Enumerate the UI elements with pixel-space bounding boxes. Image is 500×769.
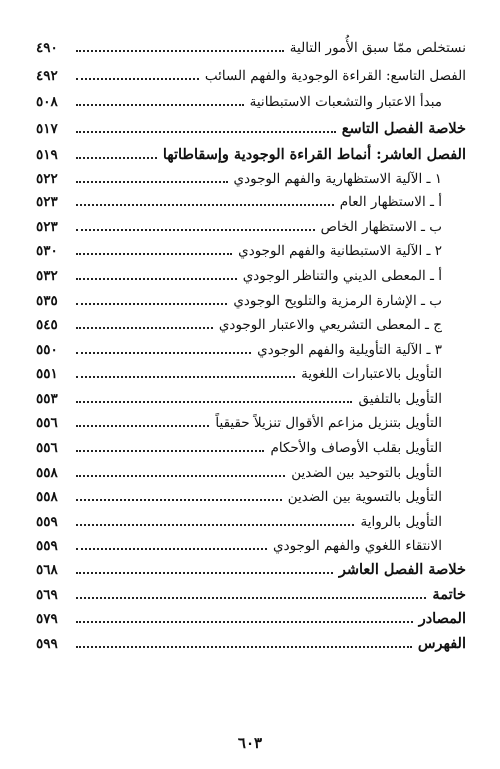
leader-dots bbox=[76, 78, 199, 80]
toc-entry-page: ٥٣٢ bbox=[36, 268, 58, 284]
toc-entry-page: ٥٤٥ bbox=[36, 317, 58, 333]
toc-entry-page: ٥٦٨ bbox=[36, 562, 58, 578]
leader-dots bbox=[76, 352, 251, 354]
leader-dots bbox=[76, 450, 264, 452]
toc-entry-page: ٥١٩ bbox=[36, 147, 58, 163]
leader-dots bbox=[76, 524, 354, 526]
toc-entry-title: خاتمة bbox=[432, 586, 466, 603]
toc-entry bbox=[0, 241, 500, 261]
toc-entry bbox=[0, 92, 500, 112]
toc-entry-title: ب ـ الإشارة الرمزية والتلويح الوجودي bbox=[233, 293, 442, 309]
leader-dots bbox=[76, 499, 282, 501]
toc-entry bbox=[0, 463, 500, 483]
toc-entry-title: ج ـ المعطى التشريعي والاعتبار الوجودي bbox=[218, 317, 442, 333]
toc-entry-page: ٥٩٩ bbox=[36, 636, 58, 652]
leader-dots bbox=[76, 204, 334, 206]
toc-entry bbox=[0, 364, 500, 384]
toc-entry-title: ٣ ـ الآلية التأويلية والفهم الوجودي bbox=[257, 342, 442, 358]
toc-entry-page: ٥٥٦ bbox=[36, 415, 58, 431]
toc-entry-page: ٥٦٩ bbox=[36, 587, 58, 603]
toc-entry bbox=[0, 634, 500, 654]
toc-entry bbox=[0, 487, 500, 507]
toc-entry-title: خلاصة الفصل التاسع bbox=[341, 120, 466, 137]
toc-entry-title: التأويل بالاعتبارات اللغوية bbox=[301, 366, 442, 382]
toc-entry-page: ٥٥٩ bbox=[36, 538, 58, 554]
page-number: ٦٠٣ bbox=[237, 734, 263, 752]
toc-entry bbox=[0, 560, 500, 580]
toc-entry-title: أ ـ الاستظهار العام bbox=[339, 194, 442, 210]
leader-dots bbox=[76, 475, 285, 477]
toc-entry-title: نستخلص ممّا سبق الأُمور التالية bbox=[289, 40, 466, 56]
toc-entry-page: ٥٠٨ bbox=[36, 94, 58, 110]
toc-entry-page: ٥٥٣ bbox=[36, 391, 58, 407]
toc-entry-title: ١ ـ الآلية الاستظهارية والفهم الوجودي bbox=[233, 171, 442, 187]
toc-entry-page: ٥٥١ bbox=[36, 366, 58, 382]
leader-dots bbox=[76, 572, 333, 574]
toc-entry-page: ٥٥٨ bbox=[36, 489, 58, 505]
toc-entry bbox=[0, 585, 500, 605]
toc-entry-title: الفصل التاسع: القراءة الوجودية والفهم السائب bbox=[204, 68, 466, 84]
leader-dots bbox=[76, 597, 426, 599]
toc-entry bbox=[0, 315, 500, 335]
toc-entry bbox=[0, 217, 500, 237]
toc-entry bbox=[0, 38, 500, 58]
leader-dots bbox=[76, 425, 209, 427]
toc-entry bbox=[0, 536, 500, 556]
toc-entry-title: التأويل بالتسوية بين الضدين bbox=[287, 489, 442, 505]
leader-dots bbox=[76, 131, 336, 133]
toc-entry-title: التأويل بالرواية bbox=[360, 514, 442, 530]
toc-entry-title: مبدأ الاعتبار والتشعبات الاستبطانية bbox=[249, 94, 442, 110]
leader-dots bbox=[76, 401, 352, 403]
leader-dots bbox=[76, 253, 232, 255]
toc-entry bbox=[0, 389, 500, 409]
toc-entry-page: ٤٩٢ bbox=[36, 68, 58, 84]
toc-entry-title: خلاصة الفصل العاشر bbox=[338, 561, 466, 578]
toc-entry bbox=[0, 413, 500, 433]
toc-entry-page: ٥٥٨ bbox=[36, 465, 58, 481]
toc-entry bbox=[0, 438, 500, 458]
toc-entry-title: المصادر bbox=[418, 610, 466, 627]
toc-entry-page: ٥٣٠ bbox=[36, 243, 58, 259]
toc-entry bbox=[0, 66, 500, 86]
toc-entry-page: ٥٧٩ bbox=[36, 611, 58, 627]
toc-entry-page: ٤٩٠ bbox=[36, 40, 58, 56]
toc-entry-title: أ ـ المعطى الديني والتناظر الوجودي bbox=[242, 268, 442, 284]
toc-entry-page: ٥٥٦ bbox=[36, 440, 58, 456]
toc-entry-title: ٢ ـ الآلية الاستبطانية والفهم الوجودي bbox=[238, 243, 442, 259]
toc-entry-title: ب ـ الاستظهار الخاص bbox=[320, 219, 442, 235]
toc-entry-page: ٥٢٣ bbox=[36, 219, 58, 235]
leader-dots bbox=[76, 157, 157, 159]
toc-entry-page: ٥٥٠ bbox=[36, 342, 58, 358]
leader-dots bbox=[76, 548, 267, 550]
toc-entry-page: ٥٢٢ bbox=[36, 171, 58, 187]
leader-dots bbox=[76, 327, 213, 329]
toc-entry-page: ٥١٧ bbox=[36, 121, 58, 137]
toc-entry-title: التأويل بقلب الأوصاف والأحكام bbox=[270, 440, 442, 456]
toc-entry-title: الفهرس bbox=[417, 635, 466, 652]
toc-entry-title: التأويل بتنزيل مزاعم الأقوال تنزيلاً حقيقياً bbox=[215, 415, 442, 431]
toc-entry bbox=[0, 192, 500, 212]
leader-dots bbox=[76, 104, 244, 106]
toc-entry-title: التأويل بالتلفيق bbox=[358, 391, 442, 407]
leader-dots bbox=[76, 229, 315, 231]
toc-entry bbox=[0, 145, 500, 165]
toc-entry-page: ٥٢٣ bbox=[36, 194, 58, 210]
toc-entry-page: ٥٥٩ bbox=[36, 514, 58, 530]
toc-entry bbox=[0, 169, 500, 189]
toc-entry-title: التأويل بالتوحيد بين الضدين bbox=[291, 465, 442, 481]
leader-dots bbox=[76, 646, 412, 648]
toc-entry bbox=[0, 609, 500, 629]
toc-entry bbox=[0, 291, 500, 311]
toc-entry bbox=[0, 119, 500, 139]
toc-entry bbox=[0, 266, 500, 286]
toc-entry bbox=[0, 340, 500, 360]
leader-dots bbox=[76, 50, 284, 52]
leader-dots bbox=[76, 303, 227, 305]
leader-dots bbox=[76, 621, 413, 623]
leader-dots bbox=[76, 376, 295, 378]
toc-entry bbox=[0, 512, 500, 532]
leader-dots bbox=[76, 181, 228, 183]
leader-dots bbox=[76, 278, 237, 280]
toc-entry-page: ٥٣٥ bbox=[36, 293, 58, 309]
toc-entry-title: الفصل العاشر: أنماط القراءة الوجودية وإسقاطاتها bbox=[162, 146, 466, 163]
toc-entry-title: الانتقاء اللغوي والفهم الوجودي bbox=[273, 538, 442, 554]
